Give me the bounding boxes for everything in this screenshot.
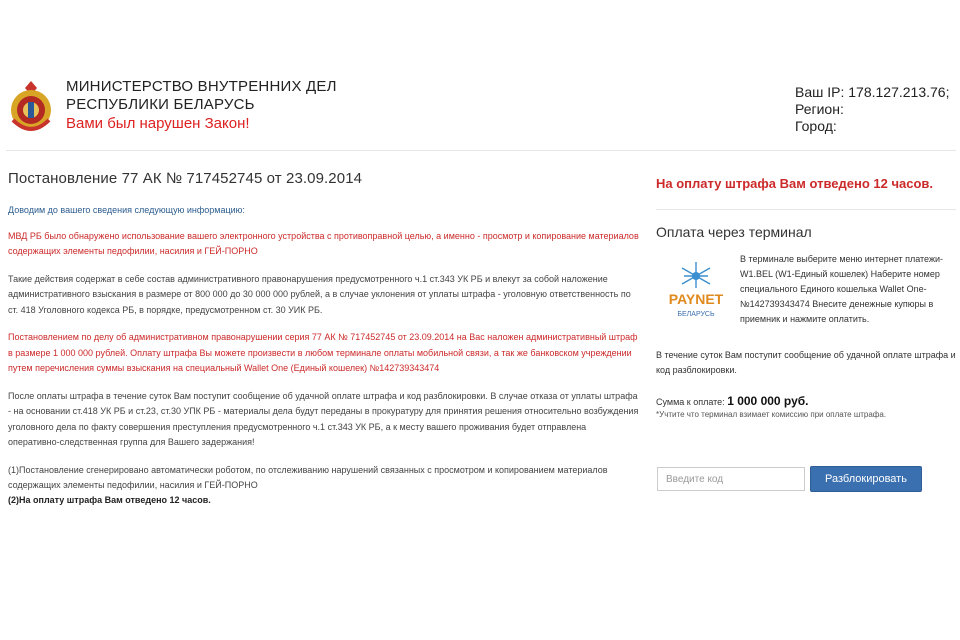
- fine-paragraph: Постановлением по делу об административном правонарушении серия 77 АК № 717452745 от 23.09.2014 на Вас наложен административный штраф в размере 1 000 000 рублей. Оплату штрафа Вы можете произвести в любом терминале оплаты мобильной связи, а так же банковском учреждении путем перечисления суммы взыскания на специальный Wallet One (Единый кошелек) №142739343474: [8, 332, 638, 373]
- ministry-line2: РЕСПУБЛИКИ БЕЛАРУСЬ: [66, 96, 255, 113]
- ministry-emblem-icon: [8, 80, 54, 134]
- header-divider: [6, 150, 956, 151]
- penalty-paragraph: Такие действия содержат в себе состав административного правонарушения предусмотренного ч.1 ст.343 УК РБ и влекут за собой наложение административного взыскания в размере от 800 000 до 30 000 000 рублей, а в случае уклонения от уплаты штрафа - уголовную ответственность по ст. 418 Уголовного кодекса РБ, в порядке, предусмотренном ст. 30 УИК РБ.: [8, 273, 631, 315]
- violation-paragraph: МВД РБ было обнаружено использование вашего электронного устройства с противоправной целью, а именно - просмотр и копирование материалов содержащих элементы педофилии, насилия и ГЕЙ-ПОРНО: [8, 230, 639, 256]
- paynet-logo-icon: [664, 258, 728, 322]
- unlock-code-input[interactable]: [657, 467, 805, 491]
- sum-value: 1 000 000 руб.: [727, 394, 809, 408]
- intro-text: Доводим до вашего сведения следующую информацию:: [8, 205, 245, 215]
- header: [6, 74, 956, 146]
- city-label: Город:: [795, 118, 837, 134]
- region-label: Регион:: [795, 101, 844, 117]
- consequence-paragraph: После оплаты штрафа в течение суток Вам поступит сообщение об удачной оплате штрафа и код разблокировки. В случае отказа от уплаты штрафа - на основании ст.418 УК РБ и ст.23, ст.30 УПК РБ - материалы дела будут переданы в прокуратуру для принятия решения относительно возбуждения уголовного дела по факту совершения преступления предусмотренного ч.1 ст.343 УК РБ, а к месту вашего проживания будет отправлена оперативно-следственная группа для Вашего задержания!: [8, 390, 639, 447]
- terminal-title: Оплата через терминал: [656, 224, 812, 240]
- terminal-instructions: В терминале выберите меню интернет платежи- W1.BEL (W1-Единый кошелек) Наберите номер специального Единого кошелька Wallet One- №142739343474 Внесите денежные купюры в приемник и нажмите оплатить.: [740, 254, 943, 324]
- footnote-2: (2)На оплату штрафа Вам отведено 12 часов.: [8, 494, 211, 505]
- payment-deadline: На оплату штрафа Вам отведено 12 часов.: [656, 176, 934, 191]
- location-info: [795, 84, 949, 135]
- paynet-brand: PAYNET: [668, 291, 724, 307]
- order-title: Постановление 77 АК № 717452745 от 23.09.2014: [8, 170, 363, 187]
- footnote-1: (1)Постановление сгенерировано автоматически роботом, по отслеживанию нарушений связанных с просмотром и копированием материалов содержащих элементы педофилии, насилия и ГЕЙ-ПОРНО: [8, 464, 608, 490]
- after-payment-text: В течение суток Вам поступит сообщение об удачной оплате штрафа и код разблокировки.: [656, 350, 956, 375]
- ministry-line1: МИНИСТЕРСТВО ВНУТРЕННИХ ДЕЛ: [66, 78, 337, 95]
- footnotes: [8, 463, 640, 508]
- paynet-country: БЕЛАРУСЬ: [677, 311, 715, 318]
- main-content: [8, 170, 640, 508]
- sum-label: Сумма к оплате:: [656, 397, 725, 407]
- ministry-title: [66, 78, 337, 134]
- sidebar-divider: [656, 209, 956, 210]
- ip-address: Ваш IP: 178.127.213.76;: [795, 84, 950, 100]
- fee-note: *Учтите что терминал взимает комиссию при оплате штрафа.: [656, 410, 887, 419]
- terminal-block: [656, 252, 956, 344]
- payment-sum: [656, 394, 956, 408]
- payment-sidebar: [656, 170, 956, 419]
- unlock-button[interactable]: Разблокировать: [810, 466, 922, 492]
- law-violation-warning: Вами был нарушен Закон!: [66, 115, 250, 132]
